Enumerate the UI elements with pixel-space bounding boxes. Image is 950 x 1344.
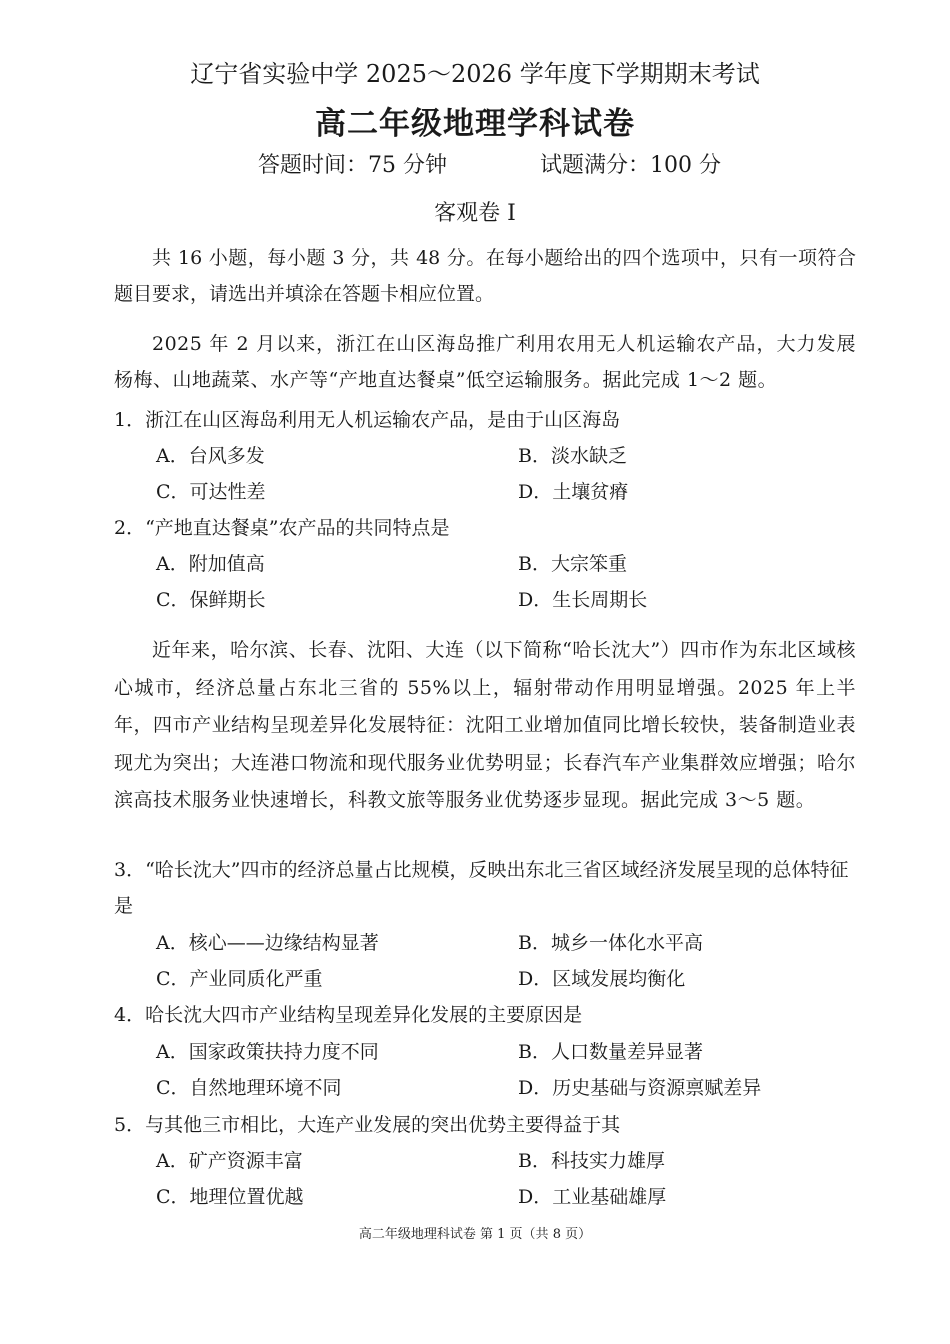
q4-option-c: C．自然地理环境不同 xyxy=(156,1077,342,1099)
q1-option-b: B．淡水缺乏 xyxy=(518,445,627,467)
q1-option-c: C．可达性差 xyxy=(156,481,266,503)
q5-option-d: D．工业基础雄厚 xyxy=(518,1186,667,1208)
q5-option-a: A．矿产资源丰富 xyxy=(156,1150,303,1172)
q1-option-d: D．土壤贫瘠 xyxy=(518,481,629,503)
q4-option-d: D．历史基础与资源禀赋差异 xyxy=(518,1077,762,1099)
q5-option-b: B．科技实力雄厚 xyxy=(518,1150,665,1172)
question-5-stem: 5．与其他三市相比，大连产业发展的突出优势主要得益于其 xyxy=(114,1114,621,1136)
full-score: 试题满分：100 分 xyxy=(540,153,721,178)
q2-option-b: B．大宗笨重 xyxy=(518,553,627,575)
answer-time: 答题时间：75 分钟 xyxy=(258,153,447,178)
page-footer: 高二年级地理科试卷 第 1 页（共 8 页） xyxy=(358,1227,592,1242)
question-4-stem: 4．哈长沈大四市产业结构呈现差异化发展的主要原因是 xyxy=(114,1004,583,1026)
question-2-stem: 2．“产地直达餐桌”农产品的共同特点是 xyxy=(114,517,450,539)
q2-option-d: D．生长周期长 xyxy=(518,589,648,611)
q2-option-a: A．附加值高 xyxy=(156,553,265,575)
q3-option-c: C．产业同质化严重 xyxy=(156,968,323,990)
q3-option-b: B．城乡一体化水平高 xyxy=(518,932,703,954)
material-2: 近年来，哈尔滨、长春、沈阳、大连（以下简称“哈长沈大”）四市作为东北区域核心城市，经济总量占东北三省的 55%以上，辐射带动作用明显增强。2025 年上半年，四市产业结构呈现差异化发展特征：沈阳工业增加值同比增长较快，装备制造业表现尤为突出；大连港口物流和现代服务业优势明显；长春汽车产业集群效应增强；哈尔滨高技术服务业快速增长，科教文旅等服务业优势逐步显现。据此完成 3～5 题。 xyxy=(114,639,856,811)
q4-option-b: B．人口数量差异显著 xyxy=(518,1041,703,1063)
q3-option-a: A．核心——边缘结构显著 xyxy=(156,932,379,954)
question-1-stem: 1．浙江在山区海岛利用无人机运输农产品，是由于山区海岛 xyxy=(114,409,621,431)
section-heading: 客观卷 I xyxy=(434,201,516,226)
question-3-stem: 3．“哈长沈大”四市的经济总量占比规模，反映出东北三省区域经济发展呈现的总体特征是 xyxy=(114,859,849,917)
school-exam-line: 辽宁省实验中学 2025～2026 学年度下学期期末考试 xyxy=(190,60,760,88)
q2-option-c: C．保鲜期长 xyxy=(156,589,266,611)
q5-option-c: C．地理位置优越 xyxy=(156,1186,304,1208)
q3-option-d: D．区域发展均衡化 xyxy=(518,968,686,990)
paper-title: 高二年级地理学科试卷 xyxy=(315,106,635,142)
instructions: 共 16 小题，每小题 3 分，共 48 分。在每小题给出的四个选项中，只有一项符合题目要求，请选出并填涂在答题卡相应位置。 xyxy=(114,247,856,305)
q4-option-a: A．国家政策扶持力度不同 xyxy=(156,1041,379,1063)
q1-option-a: A．台风多发 xyxy=(156,445,265,467)
material-1: 2025 年 2 月以来，浙江在山区海岛推广利用农用无人机运输农产品，大力发展杨梅、山地蔬菜、水产等“产地直达餐桌”低空运输服务。据此完成 1～2 题。 xyxy=(114,333,856,391)
